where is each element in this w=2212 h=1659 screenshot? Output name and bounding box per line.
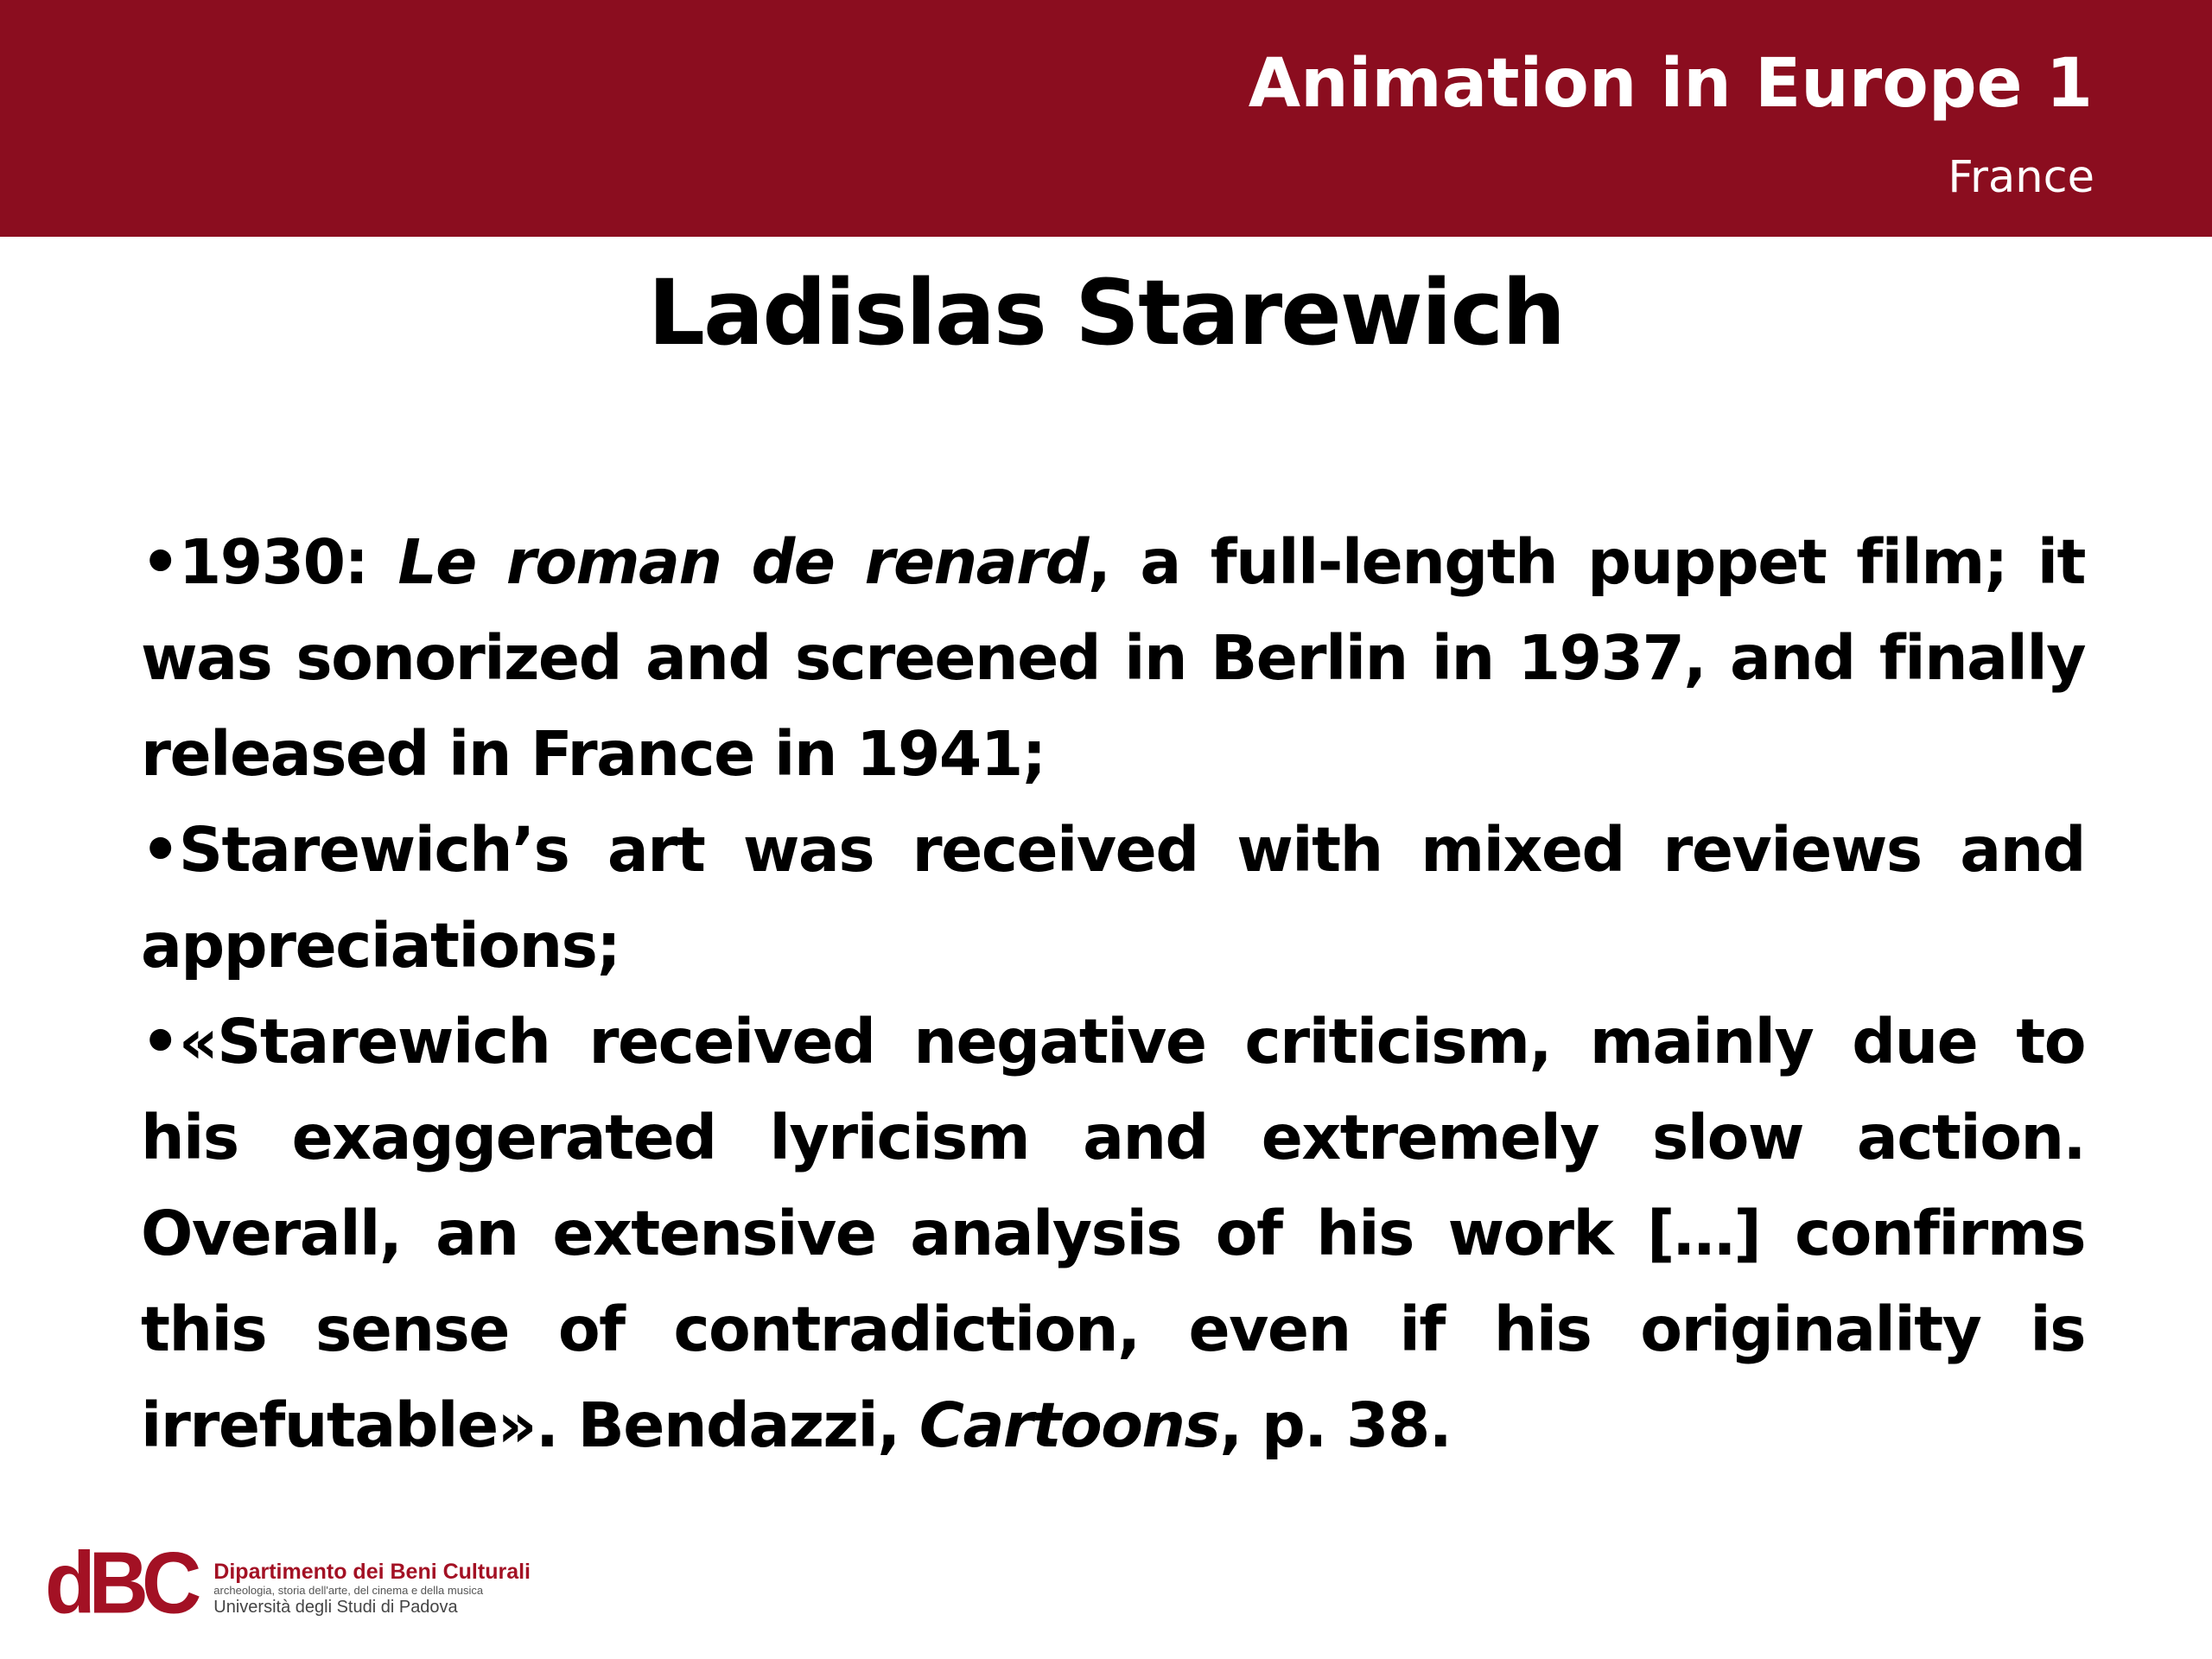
film-title: Le roman de renard (397, 526, 1088, 598)
bullet-item (141, 802, 2085, 994)
bullet-item (141, 994, 2085, 1473)
book-title: Cartoons (918, 1389, 1220, 1461)
logo-department-name: Dipartimento dei Beni Culturali (213, 1560, 531, 1585)
bullet-text: •Starewich’s art was received with mixed reviews and appreciations; (141, 814, 2085, 982)
slide-body (141, 514, 2085, 1473)
logo-department-fields: archeologia, storia dell'arte, del cinema e della musica (213, 1583, 484, 1597)
bullet-text: , a full-length puppet film; it was sonorized and screened in Berlin in 1937, and finally released in France in 1941; (141, 526, 2085, 790)
logo-university-name: Università degli Studi di Padova (213, 1597, 458, 1617)
bullet-item (141, 514, 2085, 802)
department-logo (45, 1535, 531, 1632)
logo-text (213, 1560, 531, 1618)
slide-title: Ladislas Starewich (647, 260, 1565, 365)
citation-text: , p. 38. (1219, 1389, 1452, 1461)
logo-mark: dBC (45, 1535, 195, 1632)
header-band (0, 0, 2212, 237)
quote-text: •«Starewich received negative criticism, mainly due to his exaggerated lyricism and extremely slow action. Overall, an extensive analysis of his work […] confirms this sense of contradiction, even if his originality is irrefutable». Bendazzi, (141, 1006, 2085, 1461)
bullet-text: •1930: (141, 526, 398, 598)
header-title: Animation in Europe 1 (1248, 45, 2093, 123)
header-subtitle: France (1948, 152, 2094, 203)
